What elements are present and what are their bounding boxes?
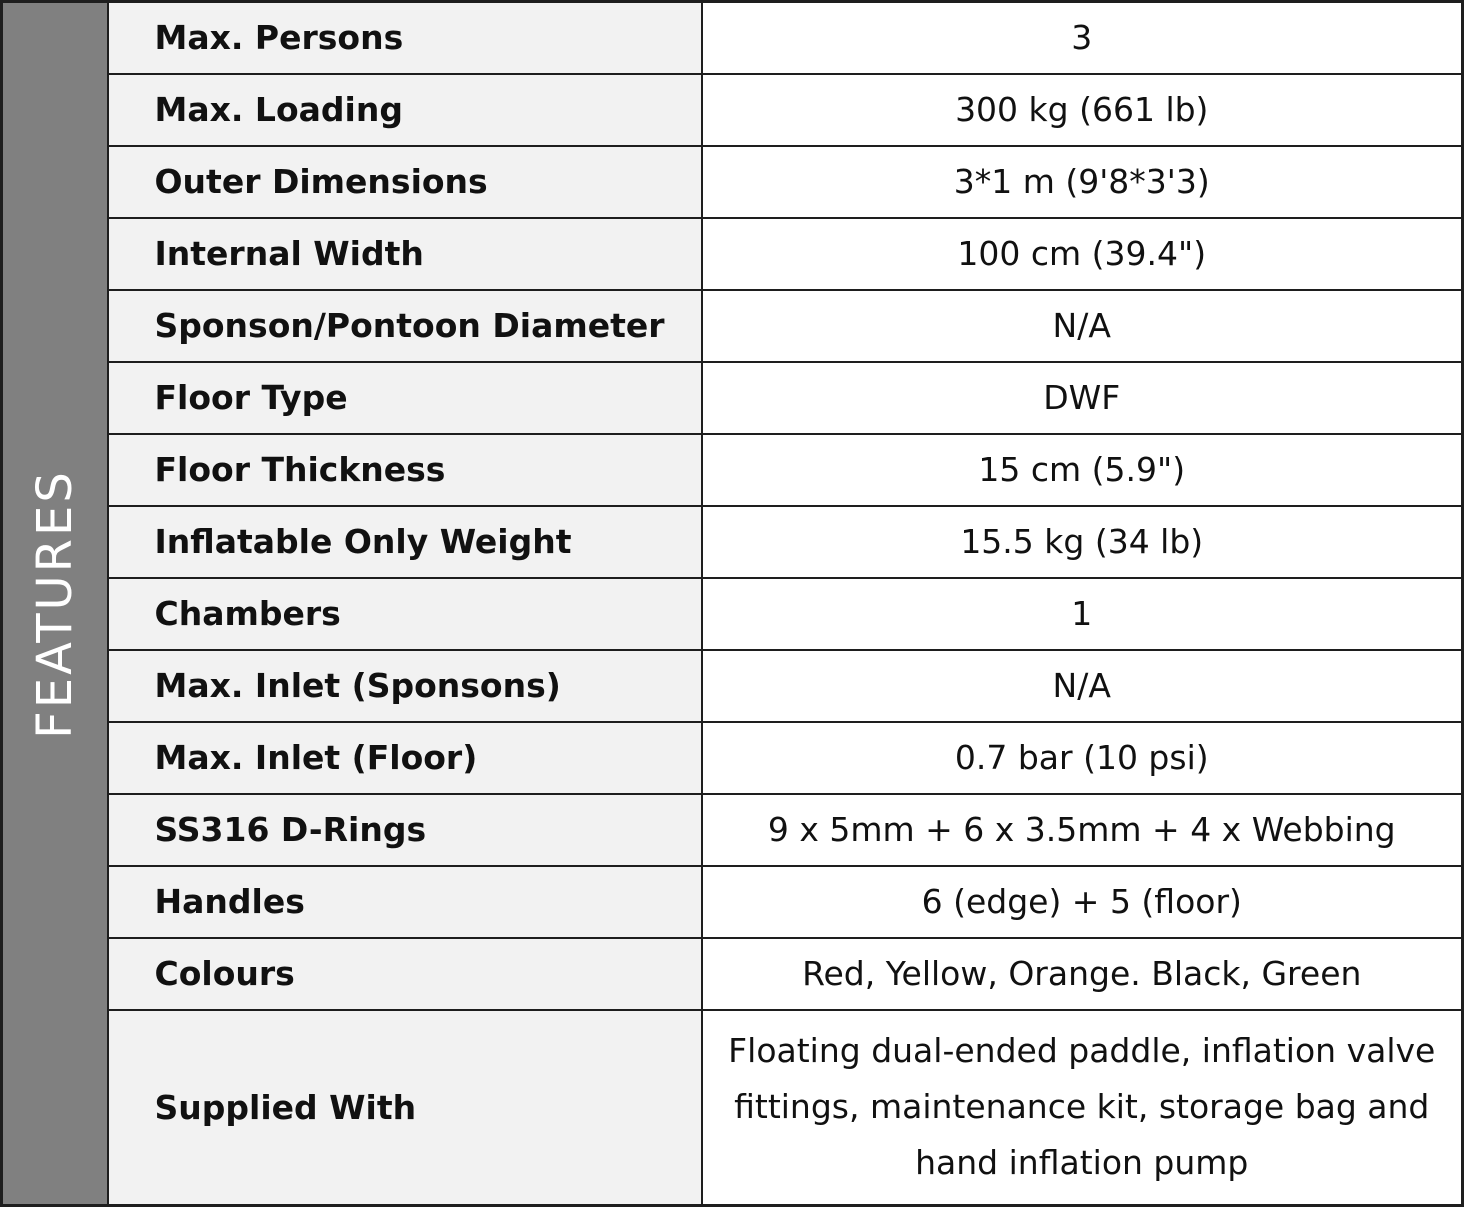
row-value: 300 kg (661 lb): [702, 74, 1463, 146]
row-value: Floating dual-ended paddle, inflation valve fittings, maintenance kit, storage bag and hand inflation pump: [702, 1010, 1463, 1206]
table-row: [2, 2, 1463, 74]
table-row: [2, 794, 1463, 866]
row-label: Chambers: [108, 578, 702, 650]
row-value: 100 cm (39.4"): [702, 218, 1463, 290]
row-label: Outer Dimensions: [108, 146, 702, 218]
section-header-cell: [2, 2, 108, 1206]
table-row: [2, 218, 1463, 290]
row-label: Floor Type: [108, 362, 702, 434]
row-value: 3*1 m (9'8*3'3): [702, 146, 1463, 218]
table-row: [2, 650, 1463, 722]
row-label: Max. Persons: [108, 2, 702, 74]
row-value: 1: [702, 578, 1463, 650]
table-row: [2, 434, 1463, 506]
row-value: 6 (edge) + 5 (floor): [702, 866, 1463, 938]
table-row: [2, 506, 1463, 578]
row-value: 9 x 5mm + 6 x 3.5mm + 4 x Webbing: [702, 794, 1463, 866]
table-row: [2, 578, 1463, 650]
row-value: N/A: [702, 290, 1463, 362]
table-row: [2, 146, 1463, 218]
row-value: N/A: [702, 650, 1463, 722]
table-row: [2, 938, 1463, 1010]
row-label: Colours: [108, 938, 702, 1010]
row-value: 3: [702, 2, 1463, 74]
row-value: Red, Yellow, Orange. Black, Green: [702, 938, 1463, 1010]
row-label: Inflatable Only Weight: [108, 506, 702, 578]
table-row: [2, 1010, 1463, 1206]
table-row: [2, 722, 1463, 794]
row-value: 15 cm (5.9"): [702, 434, 1463, 506]
row-label: Max. Inlet (Sponsons): [108, 650, 702, 722]
table-row: [2, 866, 1463, 938]
row-label: Sponson/Pontoon Diameter: [108, 290, 702, 362]
section-label: FEATURES: [26, 468, 83, 739]
row-value: DWF: [702, 362, 1463, 434]
row-label: Internal Width: [108, 218, 702, 290]
row-label: Handles: [108, 866, 702, 938]
table-row: [2, 74, 1463, 146]
row-value: 15.5 kg (34 lb): [702, 506, 1463, 578]
row-label: Max. Inlet (Floor): [108, 722, 702, 794]
row-label: Floor Thickness: [108, 434, 702, 506]
row-value: 0.7 bar (10 psi): [702, 722, 1463, 794]
row-label: SS316 D-Rings: [108, 794, 702, 866]
row-label: Supplied With: [108, 1010, 702, 1206]
table-row: [2, 362, 1463, 434]
row-label: Max. Loading: [108, 74, 702, 146]
table-row: [2, 290, 1463, 362]
